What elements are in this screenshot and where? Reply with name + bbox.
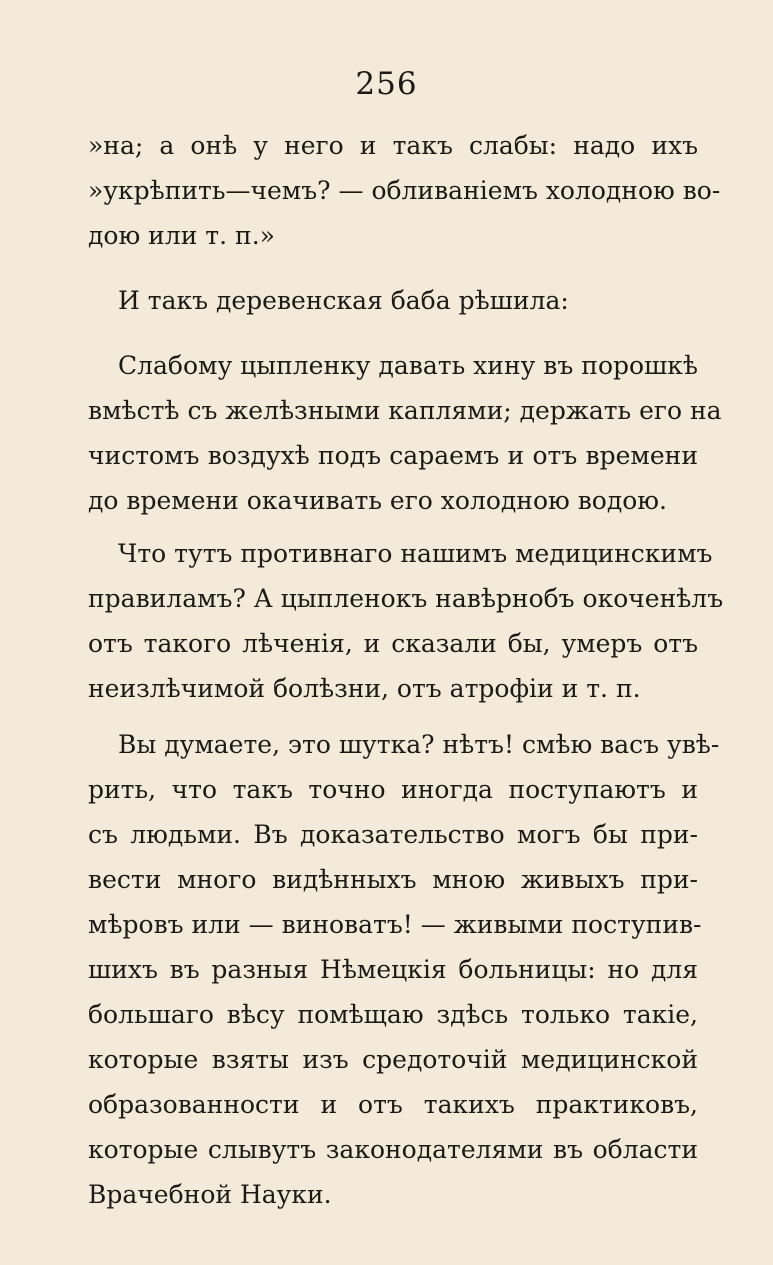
text-line: правиламъ? А цыпленокъ навѣрнобъ окоченѣлъ	[88, 584, 724, 613]
text-line: Вы думаете, это шутка? нѣтъ! смѣю васъ увѣ-	[118, 730, 720, 759]
page-number: 256	[355, 66, 418, 102]
text-line: съ людьми. Въ доказательство могъ бы при-	[88, 820, 698, 849]
text-line: Что тутъ противнаго нашимъ медицинскимъ	[118, 539, 713, 568]
paragraph-1	[88, 123, 721, 258]
text-line: »на; а онѣ у него и такъ слабы: надо ихъ	[88, 131, 698, 160]
paragraph-5	[88, 722, 720, 1217]
text-line: которые взяты изъ средоточій медицинской	[88, 1045, 698, 1074]
text-line: рить, что такъ точно иногда поступаютъ и	[88, 775, 698, 804]
text-line: чистомъ воздухѣ подъ сараемъ и отъ времени	[88, 441, 698, 470]
text-line: отъ такого лѣченія, и сказали бы, умеръ отъ	[88, 629, 698, 658]
paragraph-4	[88, 531, 724, 711]
text-line: большаго вѣсу помѣщаю здѣсь только такіе,	[88, 1000, 698, 1029]
text-line: неизлѣчимой болѣзни, отъ атрофіи и т. п.	[88, 674, 641, 703]
paragraph-3	[88, 343, 722, 523]
text-line: вести много видѣнныхъ мною живыхъ при-	[88, 865, 698, 894]
text-line: до времени окачивать его холодною водою.	[88, 486, 667, 515]
text-line: мѣровъ или — виноватъ! — живыми поступив-	[88, 910, 702, 939]
text-line: вмѣстѣ съ желѣзными каплями; держать его на	[88, 396, 722, 425]
text-line: которые слывутъ законодателями въ области	[88, 1135, 698, 1164]
text-line: Слабому цыпленку давать хину въ порошкѣ	[118, 351, 698, 380]
text-line: дою или т. п.»	[88, 221, 275, 250]
text-line: шихъ въ разныя Нѣмецкія больницы: но для	[88, 955, 698, 984]
text-line: »укрѣпить—чемъ? — обливаніемъ холодною во-	[88, 176, 721, 205]
text-line: образованности и отъ такихъ практиковъ,	[88, 1090, 698, 1119]
text-line: И такъ деревенская баба рѣшила:	[118, 286, 569, 315]
paragraph-2	[118, 278, 698, 323]
text-line: Врачебной Науки.	[88, 1180, 332, 1209]
